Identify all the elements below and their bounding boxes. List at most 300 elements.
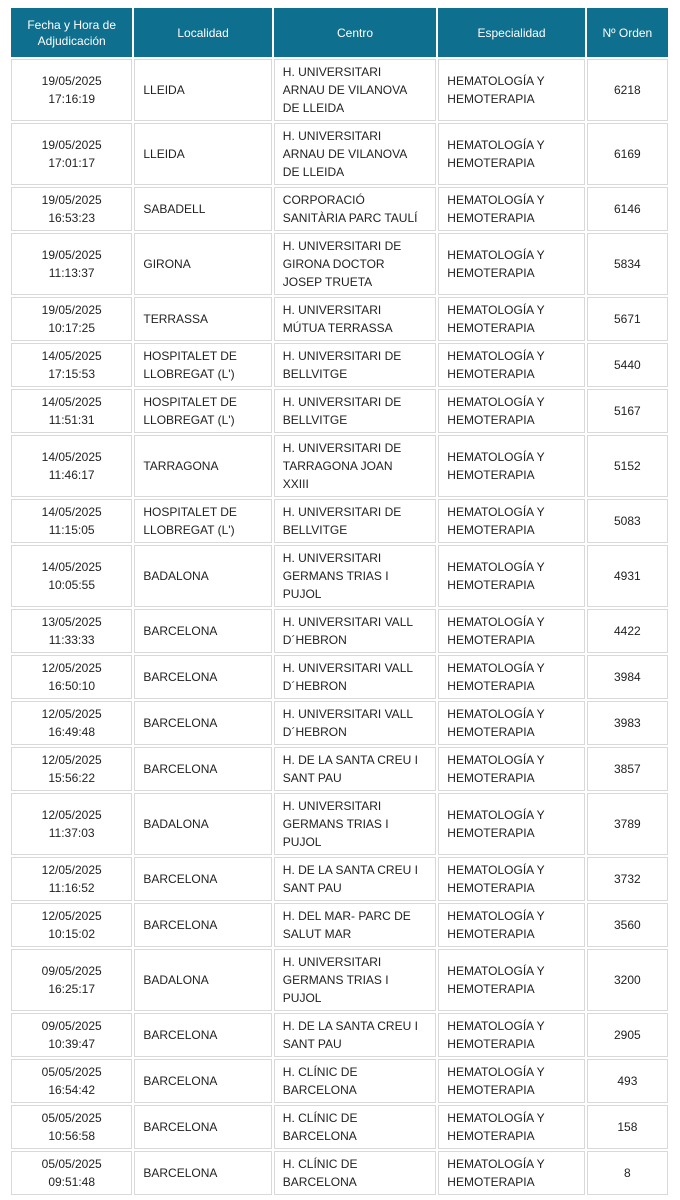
table-row: [11, 499, 668, 543]
cell-centro: [274, 233, 437, 295]
header-centro[interactable]: Centro: [274, 8, 437, 57]
cell-date: 14/05/2025: [41, 505, 102, 519]
cell-centro-line: DE LLEIDA: [282, 101, 345, 115]
cell-especialidad-line: HEMATOLOGÍA Y: [447, 560, 545, 574]
cell-centro-line: BELLVITGE: [282, 367, 348, 381]
cell-time: 10:39:47: [48, 1037, 96, 1051]
table-row: [11, 343, 668, 387]
cell-centro-line: DE LLEIDA: [282, 165, 345, 179]
cell-fecha: [11, 747, 132, 791]
table-body: [11, 59, 668, 1195]
cell-especialidad-line: HEMOTERAPIA: [447, 826, 535, 840]
cell-centro-line: TARRAGONA JOAN: [282, 459, 393, 473]
cell-orden: 493: [587, 1059, 668, 1103]
header-fecha-line2: Adjudicación: [37, 33, 106, 48]
cell-localidad: [134, 655, 271, 699]
cell-especialidad-line: HEMOTERAPIA: [447, 633, 535, 647]
cell-time: 16:50:10: [48, 679, 96, 693]
cell-orden: 3560: [587, 903, 668, 947]
cell-time: 10:56:58: [48, 1129, 96, 1143]
cell-centro-line: BELLVITGE: [282, 523, 348, 537]
cell-centro: [274, 59, 437, 121]
cell-time: 11:33:33: [48, 633, 95, 647]
cell-centro-line: GIRONA DOCTOR: [282, 257, 385, 271]
cell-localidad: [134, 949, 271, 1011]
header-row: [11, 8, 668, 57]
cell-localidad-line: BARCELONA: [143, 762, 218, 776]
cell-date: 12/05/2025: [41, 808, 102, 822]
cell-centro-line: H. CLÍNIC DE: [282, 1065, 358, 1079]
cell-centro: [274, 747, 437, 791]
cell-fecha: [11, 233, 132, 295]
cell-especialidad: [438, 857, 584, 901]
cell-date: 14/05/2025: [41, 450, 102, 464]
cell-especialidad-line: HEMOTERAPIA: [447, 1037, 535, 1051]
cell-especialidad-line: HEMOTERAPIA: [447, 321, 535, 335]
table-row: [11, 793, 668, 855]
cell-centro: [274, 701, 437, 745]
cell-especialidad-line: HEMOTERAPIA: [447, 413, 535, 427]
cell-centro-line: BARCELONA: [282, 1129, 357, 1143]
cell-date: 14/05/2025: [41, 560, 102, 574]
cell-localidad-line: HOSPITALET DE: [143, 395, 237, 409]
cell-localidad: [134, 903, 271, 947]
cell-especialidad-line: HEMOTERAPIA: [447, 266, 535, 280]
cell-localidad: [134, 59, 271, 121]
cell-fecha: [11, 701, 132, 745]
header-localidad[interactable]: Localidad: [134, 8, 271, 57]
cell-centro-line: H. UNIVERSITARI: [282, 799, 382, 813]
cell-centro: [274, 123, 437, 185]
cell-orden: 4422: [587, 609, 668, 653]
cell-centro-line: PUJOL: [282, 991, 322, 1005]
cell-localidad-line: BARCELONA: [143, 1074, 218, 1088]
cell-date: 19/05/2025: [41, 303, 102, 317]
cell-especialidad-line: HEMATOLOGÍA Y: [447, 1065, 545, 1079]
cell-especialidad-line: HEMATOLOGÍA Y: [447, 661, 545, 675]
cell-centro-line: D´HEBRON: [282, 633, 347, 647]
cell-time: 16:25:17: [48, 982, 96, 996]
cell-fecha: [11, 857, 132, 901]
cell-centro-line: H. UNIVERSITARI: [282, 129, 382, 143]
cell-centro-line: H. DE LA SANTA CREU I: [282, 753, 418, 767]
cell-especialidad: [438, 499, 584, 543]
cell-especialidad: [438, 1059, 584, 1103]
cell-centro: [274, 297, 437, 341]
cell-date: 12/05/2025: [41, 753, 102, 767]
cell-centro-line: PUJOL: [282, 587, 322, 601]
cell-fecha: [11, 609, 132, 653]
cell-centro-line: H. UNIVERSITARI DE: [282, 395, 402, 409]
cell-orden: 5834: [587, 233, 668, 295]
cell-centro: [274, 1151, 437, 1195]
table-row: [11, 609, 668, 653]
cell-especialidad: [438, 123, 584, 185]
cell-especialidad-line: HEMATOLOGÍA Y: [447, 395, 545, 409]
cell-especialidad: [438, 793, 584, 855]
cell-orden: 5083: [587, 499, 668, 543]
cell-centro-line: SANT PAU: [282, 771, 342, 785]
cell-especialidad-line: HEMOTERAPIA: [447, 367, 535, 381]
cell-fecha: [11, 1151, 132, 1195]
cell-orden: 8: [587, 1151, 668, 1195]
cell-orden: 6146: [587, 187, 668, 231]
cell-especialidad-line: HEMATOLOGÍA Y: [447, 1157, 545, 1171]
cell-centro-line: H. UNIVERSITARI DE: [282, 505, 402, 519]
cell-especialidad-line: HEMOTERAPIA: [447, 881, 535, 895]
table-row: [11, 1151, 668, 1195]
cell-localidad-line: BARCELONA: [143, 918, 218, 932]
cell-date: 12/05/2025: [41, 707, 102, 721]
cell-fecha: [11, 435, 132, 497]
table-row: [11, 1013, 668, 1057]
cell-date: 19/05/2025: [41, 74, 102, 88]
cell-centro-line: H. DEL MAR- PARC DE: [282, 909, 411, 923]
cell-especialidad: [438, 609, 584, 653]
cell-especialidad: [438, 1013, 584, 1057]
cell-localidad: [134, 233, 271, 295]
table-row: [11, 123, 668, 185]
adjudications-table: [9, 6, 670, 1197]
cell-localidad: [134, 545, 271, 607]
cell-centro-line: D´HEBRON: [282, 725, 347, 739]
cell-centro: [274, 949, 437, 1011]
cell-especialidad-line: HEMOTERAPIA: [447, 771, 535, 785]
cell-time: 11:37:03: [48, 826, 95, 840]
cell-centro-line: H. UNIVERSITARI: [282, 303, 382, 317]
table-row: [11, 701, 668, 745]
cell-date: 12/05/2025: [41, 909, 102, 923]
cell-especialidad: [438, 903, 584, 947]
table-header: [11, 8, 668, 57]
cell-centro-line: H. DE LA SANTA CREU I: [282, 863, 418, 877]
cell-time: 09:51:48: [48, 1175, 96, 1189]
cell-time: 17:15:53: [48, 367, 96, 381]
cell-orden: 3732: [587, 857, 668, 901]
cell-especialidad: [438, 297, 584, 341]
cell-localidad-line: BADALONA: [143, 569, 209, 583]
cell-orden: 5167: [587, 389, 668, 433]
cell-especialidad-line: HEMATOLOGÍA Y: [447, 1019, 545, 1033]
cell-fecha: [11, 1105, 132, 1149]
cell-date: 19/05/2025: [41, 248, 102, 262]
cell-fecha: [11, 655, 132, 699]
cell-especialidad-line: HEMATOLOGÍA Y: [447, 193, 545, 207]
cell-centro-line: H. CLÍNIC DE: [282, 1157, 358, 1171]
cell-especialidad-line: HEMOTERAPIA: [447, 523, 535, 537]
cell-centro-line: SANITÀRIA PARC TAULÍ: [282, 211, 418, 225]
cell-especialidad-line: HEMOTERAPIA: [447, 156, 535, 170]
cell-time: 11:13:37: [48, 266, 95, 280]
cell-especialidad-line: HEMATOLOGÍA Y: [447, 615, 545, 629]
cell-orden: 5671: [587, 297, 668, 341]
cell-centro: [274, 187, 437, 231]
cell-time: 16:54:42: [48, 1083, 96, 1097]
cell-centro-line: H. UNIVERSITARI DE: [282, 239, 402, 253]
cell-localidad: [134, 1151, 271, 1195]
cell-localidad-line: LLOBREGAT (L'): [143, 367, 235, 381]
table-row: [11, 903, 668, 947]
cell-especialidad: [438, 655, 584, 699]
cell-centro: [274, 1059, 437, 1103]
cell-fecha: [11, 389, 132, 433]
cell-date: 09/05/2025: [41, 1019, 102, 1033]
cell-fecha: [11, 545, 132, 607]
cell-localidad: [134, 343, 271, 387]
table-row: [11, 1059, 668, 1103]
cell-centro-line: ARNAU DE VILANOVA: [282, 83, 408, 97]
table-row: [11, 747, 668, 791]
cell-date: 05/05/2025: [41, 1065, 102, 1079]
cell-especialidad: [438, 59, 584, 121]
table-row: [11, 59, 668, 121]
cell-localidad-line: SABADELL: [143, 202, 206, 216]
cell-fecha: [11, 187, 132, 231]
cell-localidad: [134, 187, 271, 231]
cell-localidad: [134, 747, 271, 791]
cell-especialidad-line: HEMATOLOGÍA Y: [447, 863, 545, 877]
cell-localidad: [134, 389, 271, 433]
cell-centro-line: GERMANS TRIAS I: [282, 973, 389, 987]
cell-especialidad-line: HEMOTERAPIA: [447, 1129, 535, 1143]
cell-localidad-line: LLEIDA: [143, 83, 185, 97]
table-row: [11, 389, 668, 433]
cell-centro-line: MÚTUA TERRASSA: [282, 321, 393, 335]
cell-localidad-line: BADALONA: [143, 817, 209, 831]
cell-orden: 158: [587, 1105, 668, 1149]
cell-especialidad-line: HEMATOLOGÍA Y: [447, 138, 545, 152]
cell-fecha: [11, 1013, 132, 1057]
cell-especialidad-line: HEMOTERAPIA: [447, 92, 535, 106]
cell-especialidad-line: HEMATOLOGÍA Y: [447, 450, 545, 464]
cell-centro: [274, 545, 437, 607]
cell-localidad-line: HOSPITALET DE: [143, 505, 237, 519]
cell-centro-line: H. UNIVERSITARI DE: [282, 441, 402, 455]
cell-fecha: [11, 297, 132, 341]
cell-especialidad: [438, 389, 584, 433]
cell-localidad: [134, 857, 271, 901]
cell-especialidad: [438, 701, 584, 745]
cell-especialidad-line: HEMOTERAPIA: [447, 468, 535, 482]
cell-fecha: [11, 793, 132, 855]
cell-centro: [274, 609, 437, 653]
cell-especialidad-line: HEMOTERAPIA: [447, 1083, 535, 1097]
cell-especialidad: [438, 747, 584, 791]
cell-especialidad-line: HEMATOLOGÍA Y: [447, 964, 545, 978]
cell-especialidad-line: HEMOTERAPIA: [447, 679, 535, 693]
table-row: [11, 435, 668, 497]
cell-centro: [274, 435, 437, 497]
cell-localidad: [134, 297, 271, 341]
cell-centro: [274, 793, 437, 855]
cell-date: 12/05/2025: [41, 863, 102, 877]
cell-fecha: [11, 123, 132, 185]
cell-centro-line: ARNAU DE VILANOVA: [282, 147, 408, 161]
cell-time: 15:56:22: [48, 771, 96, 785]
cell-time: 17:01:17: [48, 156, 96, 170]
cell-especialidad: [438, 949, 584, 1011]
cell-localidad-line: LLEIDA: [143, 147, 185, 161]
cell-localidad-line: GIRONA: [143, 257, 191, 271]
cell-date: 13/05/2025: [41, 615, 102, 629]
cell-especialidad-line: HEMATOLOGÍA Y: [447, 248, 545, 262]
cell-centro-line: GERMANS TRIAS I: [282, 817, 389, 831]
cell-orden: 3789: [587, 793, 668, 855]
cell-centro-line: H. UNIVERSITARI: [282, 65, 382, 79]
cell-localidad: [134, 123, 271, 185]
cell-especialidad-line: HEMOTERAPIA: [447, 211, 535, 225]
cell-fecha: [11, 343, 132, 387]
header-especialidad[interactable]: Especialidad: [438, 8, 584, 57]
cell-time: 17:16:19: [48, 92, 96, 106]
cell-date: 19/05/2025: [41, 193, 102, 207]
cell-centro: [274, 389, 437, 433]
cell-localidad: [134, 701, 271, 745]
cell-centro-line: H. UNIVERSITARI VALL: [282, 615, 414, 629]
cell-date: 14/05/2025: [41, 349, 102, 363]
cell-centro-line: H. UNIVERSITARI: [282, 551, 382, 565]
cell-orden: 2905: [587, 1013, 668, 1057]
cell-localidad: [134, 793, 271, 855]
cell-fecha: [11, 1059, 132, 1103]
cell-time: 10:17:25: [48, 321, 96, 335]
cell-especialidad-line: HEMATOLOGÍA Y: [447, 707, 545, 721]
cell-time: 11:46:17: [48, 468, 95, 482]
cell-centro-line: PUJOL: [282, 835, 322, 849]
cell-orden: 3200: [587, 949, 668, 1011]
cell-centro-line: BELLVITGE: [282, 413, 348, 427]
cell-orden: 5440: [587, 343, 668, 387]
cell-localidad-line: TERRASSA: [143, 312, 209, 326]
cell-date: 12/05/2025: [41, 661, 102, 675]
cell-localidad-line: BARCELONA: [143, 1028, 218, 1042]
cell-localidad-line: TARRAGONA: [143, 459, 219, 473]
cell-centro-line: H. UNIVERSITARI DE: [282, 349, 402, 363]
cell-centro-line: GERMANS TRIAS I: [282, 569, 389, 583]
table-row: [11, 233, 668, 295]
cell-date: 05/05/2025: [41, 1157, 102, 1171]
cell-especialidad-line: HEMOTERAPIA: [447, 725, 535, 739]
cell-centro-line: SANT PAU: [282, 1037, 342, 1051]
cell-localidad-line: LLOBREGAT (L'): [143, 523, 235, 537]
cell-especialidad-line: HEMATOLOGÍA Y: [447, 303, 545, 317]
cell-especialidad-line: HEMOTERAPIA: [447, 578, 535, 592]
table-row: [11, 949, 668, 1011]
header-orden[interactable]: Nº Orden: [587, 8, 668, 57]
table-row: [11, 187, 668, 231]
cell-centro: [274, 655, 437, 699]
cell-especialidad-line: HEMATOLOGÍA Y: [447, 909, 545, 923]
cell-localidad-line: BADALONA: [143, 973, 209, 987]
cell-especialidad: [438, 1151, 584, 1195]
cell-especialidad-line: HEMATOLOGÍA Y: [447, 349, 545, 363]
cell-especialidad-line: HEMOTERAPIA: [447, 982, 535, 996]
cell-orden: 3984: [587, 655, 668, 699]
cell-centro-line: JOSEP TRUETA: [282, 275, 373, 289]
cell-especialidad: [438, 1105, 584, 1149]
cell-localidad-line: BARCELONA: [143, 624, 218, 638]
table-row: [11, 297, 668, 341]
cell-centro-line: H. UNIVERSITARI VALL: [282, 707, 414, 721]
cell-localidad-line: BARCELONA: [143, 670, 218, 684]
cell-fecha: [11, 499, 132, 543]
cell-centro-line: H. DE LA SANTA CREU I: [282, 1019, 418, 1033]
cell-especialidad-line: HEMOTERAPIA: [447, 927, 535, 941]
cell-fecha: [11, 949, 132, 1011]
cell-centro-line: SANT PAU: [282, 881, 342, 895]
cell-especialidad: [438, 187, 584, 231]
cell-localidad-line: LLOBREGAT (L'): [143, 413, 235, 427]
cell-centro: [274, 499, 437, 543]
cell-localidad: [134, 435, 271, 497]
table-row: [11, 545, 668, 607]
cell-time: 16:49:48: [48, 725, 96, 739]
cell-especialidad-line: HEMATOLOGÍA Y: [447, 505, 545, 519]
cell-centro-line: XXIII: [282, 477, 309, 491]
cell-centro-line: SALUT MAR: [282, 927, 352, 941]
cell-date: 09/05/2025: [41, 964, 102, 978]
cell-date: 05/05/2025: [41, 1111, 102, 1125]
cell-localidad: [134, 1013, 271, 1057]
cell-centro-line: BARCELONA: [282, 1083, 357, 1097]
cell-time: 11:15:05: [48, 523, 95, 537]
cell-orden: 6169: [587, 123, 668, 185]
cell-localidad: [134, 1059, 271, 1103]
cell-fecha: [11, 59, 132, 121]
cell-centro-line: CORPORACIÓ: [282, 193, 365, 207]
cell-especialidad: [438, 343, 584, 387]
cell-localidad-line: BARCELONA: [143, 1166, 218, 1180]
cell-especialidad-line: HEMATOLOGÍA Y: [447, 753, 545, 767]
cell-localidad-line: BARCELONA: [143, 872, 218, 886]
table-row: [11, 655, 668, 699]
cell-centro: [274, 1013, 437, 1057]
cell-centro: [274, 903, 437, 947]
cell-localidad: [134, 609, 271, 653]
cell-localidad-line: BARCELONA: [143, 1120, 218, 1134]
cell-localidad: [134, 1105, 271, 1149]
cell-orden: 3857: [587, 747, 668, 791]
cell-time: 10:05:55: [48, 578, 96, 592]
cell-orden: 4931: [587, 545, 668, 607]
cell-centro: [274, 857, 437, 901]
cell-time: 11:16:52: [48, 881, 95, 895]
cell-orden: 5152: [587, 435, 668, 497]
cell-localidad-line: BARCELONA: [143, 716, 218, 730]
cell-especialidad-line: HEMATOLOGÍA Y: [447, 74, 545, 88]
cell-especialidad: [438, 435, 584, 497]
cell-especialidad-line: HEMOTERAPIA: [447, 1175, 535, 1189]
cell-centro: [274, 1105, 437, 1149]
cell-especialidad: [438, 233, 584, 295]
table-row: [11, 1105, 668, 1149]
cell-date: 14/05/2025: [41, 395, 102, 409]
header-fecha[interactable]: [11, 8, 132, 57]
cell-orden: 3983: [587, 701, 668, 745]
cell-especialidad: [438, 545, 584, 607]
cell-time: 11:51:31: [48, 413, 95, 427]
cell-centro: [274, 343, 437, 387]
cell-centro-line: D´HEBRON: [282, 679, 347, 693]
header-fecha-line1: Fecha y Hora de: [27, 17, 117, 32]
cell-time: 10:15:02: [48, 927, 96, 941]
cell-centro-line: H. UNIVERSITARI VALL: [282, 661, 414, 675]
cell-centro-line: H. UNIVERSITARI: [282, 955, 382, 969]
cell-especialidad-line: HEMATOLOGÍA Y: [447, 1111, 545, 1125]
cell-date: 19/05/2025: [41, 138, 102, 152]
cell-especialidad-line: HEMATOLOGÍA Y: [447, 808, 545, 822]
table-row: [11, 857, 668, 901]
